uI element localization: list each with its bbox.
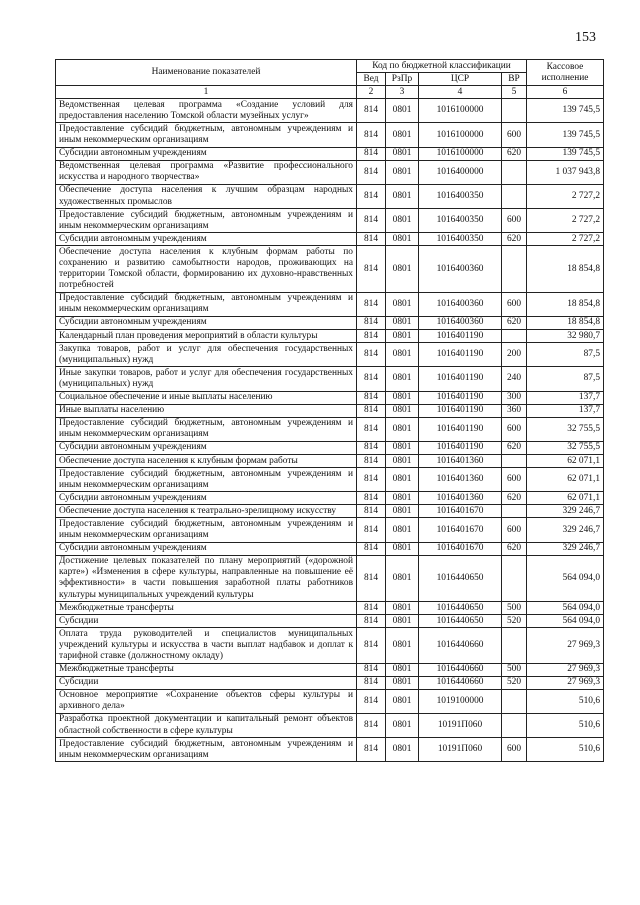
cell-csr: 10191П060	[419, 738, 502, 762]
cell-sum: 564 094,0	[527, 555, 604, 601]
cell-sum: 87,5	[527, 367, 604, 391]
cell-ved: 814	[357, 184, 386, 208]
cell-vr: 500	[502, 663, 527, 676]
table-row	[56, 713, 604, 737]
cell-rzpr: 0801	[386, 404, 419, 417]
cell-name: Иные выплаты населению	[56, 404, 357, 417]
cell-sum: 510,6	[527, 738, 604, 762]
cell-vr: 620	[502, 316, 527, 329]
cell-rzpr: 0801	[386, 555, 419, 601]
cell-ved: 814	[357, 689, 386, 713]
table-row	[56, 292, 604, 316]
cell-vr: 620	[502, 441, 527, 454]
cell-name: Ведомственная целевая программа «Создание условий для предоставления населению Томской области музейных услуг»	[56, 99, 357, 123]
cell-sum: 564 094,0	[527, 602, 604, 615]
cell-csr: 1016401670	[419, 518, 502, 542]
cell-csr: 1016400360	[419, 292, 502, 316]
cell-sum: 27 969,3	[527, 628, 604, 663]
cell-sum: 329 246,7	[527, 518, 604, 542]
cell-name: Обеспечение доступа населения к клубным формам работы по сохранению и развитию самобытности народов, проживающих на территории Томской области, формированию их духовно-нравственных потребностей	[56, 246, 357, 292]
cell-csr: 1016401190	[419, 367, 502, 391]
cell-ved: 814	[357, 468, 386, 492]
cell-csr: 1016401360	[419, 468, 502, 492]
cell-rzpr: 0801	[386, 455, 419, 468]
cell-ved: 814	[357, 518, 386, 542]
cell-name: Субсидии автономным учреждениям	[56, 147, 357, 160]
cell-vr: 520	[502, 615, 527, 628]
cell-vr: 240	[502, 367, 527, 391]
cell-ved: 814	[357, 492, 386, 505]
cell-ved: 814	[357, 738, 386, 762]
cell-rzpr: 0801	[386, 330, 419, 343]
cell-ved: 814	[357, 713, 386, 737]
table-row	[56, 316, 604, 329]
cell-csr: 1016100000	[419, 123, 502, 147]
cell-rzpr: 0801	[386, 160, 419, 184]
cell-sum: 510,6	[527, 689, 604, 713]
cell-vr: 620	[502, 233, 527, 246]
cell-sum: 2 727,2	[527, 209, 604, 233]
header-cash: Кассовое исполнение	[527, 60, 604, 86]
cell-csr: 1016440660	[419, 676, 502, 689]
cell-csr: 1016400000	[419, 160, 502, 184]
cell-ved: 814	[357, 615, 386, 628]
table-row	[56, 663, 604, 676]
cell-sum: 137,7	[527, 391, 604, 404]
cell-name: Межбюджетные трансферты	[56, 663, 357, 676]
cell-csr: 1019100000	[419, 689, 502, 713]
cell-csr: 1016401360	[419, 492, 502, 505]
cell-vr	[502, 330, 527, 343]
cell-rzpr: 0801	[386, 441, 419, 454]
cell-csr: 1016401670	[419, 542, 502, 555]
cell-rzpr: 0801	[386, 542, 419, 555]
cell-ved: 814	[357, 404, 386, 417]
cell-rzpr: 0801	[386, 391, 419, 404]
table-row	[56, 99, 604, 123]
cell-csr: 1016401190	[419, 404, 502, 417]
cell-sum: 510,6	[527, 713, 604, 737]
cell-ved: 814	[357, 316, 386, 329]
cell-ved: 814	[357, 292, 386, 316]
header-num-1: 1	[56, 86, 357, 99]
budget-table	[55, 59, 604, 762]
cell-name: Предоставление субсидий бюджетным, автономным учреждениям и иным некоммерческим организациям	[56, 123, 357, 147]
table-row	[56, 417, 604, 441]
cell-csr: 1016401190	[419, 391, 502, 404]
cell-ved: 814	[357, 246, 386, 292]
cell-ved: 814	[357, 555, 386, 601]
cell-csr: 1016440660	[419, 663, 502, 676]
cell-sum: 564 094,0	[527, 615, 604, 628]
cell-vr: 620	[502, 147, 527, 160]
cell-name: Оплата труда руководителей и специалистов муниципальных учреждений культуры и искусства в части выплат надбавок и доплат к тарифной ставке (должностному окладу)	[56, 628, 357, 663]
cell-csr: 1016100000	[419, 99, 502, 123]
cell-ved: 814	[357, 330, 386, 343]
cell-ved: 814	[357, 391, 386, 404]
cell-csr: 1016401670	[419, 505, 502, 518]
cell-csr: 1016100000	[419, 147, 502, 160]
header-rzpr: РзПр	[386, 73, 419, 86]
cell-name: Ведомственная целевая программа «Развитие профессионального искусства и народного творчества»	[56, 160, 357, 184]
cell-vr: 600	[502, 738, 527, 762]
cell-sum: 18 854,8	[527, 292, 604, 316]
cell-vr	[502, 689, 527, 713]
cell-ved: 814	[357, 663, 386, 676]
cell-name: Межбюджетные трансферты	[56, 602, 357, 615]
header-num-3: 3	[386, 86, 419, 99]
cell-vr: 520	[502, 676, 527, 689]
cell-name: Субсидии	[56, 615, 357, 628]
cell-name: Субсидии автономным учреждениям	[56, 542, 357, 555]
table-row	[56, 455, 604, 468]
cell-ved: 814	[357, 99, 386, 123]
cell-rzpr: 0801	[386, 689, 419, 713]
cell-name: Субсидии автономным учреждениям	[56, 492, 357, 505]
table-row	[56, 689, 604, 713]
cell-ved: 814	[357, 233, 386, 246]
cell-sum: 137,7	[527, 404, 604, 417]
cell-ved: 814	[357, 123, 386, 147]
table-row	[56, 615, 604, 628]
cell-sum: 18 854,8	[527, 316, 604, 329]
cell-ved: 814	[357, 628, 386, 663]
cell-vr: 500	[502, 602, 527, 615]
header-num-6: 6	[527, 86, 604, 99]
table-row	[56, 233, 604, 246]
header-code-group: Код по бюджетной классификации	[357, 60, 527, 73]
cell-sum: 27 969,3	[527, 676, 604, 689]
table-row	[56, 330, 604, 343]
cell-rzpr: 0801	[386, 628, 419, 663]
cell-rzpr: 0801	[386, 663, 419, 676]
cell-sum: 139 745,5	[527, 123, 604, 147]
cell-csr: 10191П060	[419, 713, 502, 737]
table-row	[56, 160, 604, 184]
cell-vr	[502, 184, 527, 208]
table-row	[56, 468, 604, 492]
cell-rzpr: 0801	[386, 246, 419, 292]
cell-rzpr: 0801	[386, 147, 419, 160]
cell-vr	[502, 555, 527, 601]
cell-vr: 620	[502, 542, 527, 555]
cell-sum: 1 037 943,8	[527, 160, 604, 184]
cell-vr: 200	[502, 343, 527, 367]
cell-name: Иные закупки товаров, работ и услуг для обеспечения государственных (муниципальных) нужд	[56, 367, 357, 391]
table-row	[56, 391, 604, 404]
cell-vr	[502, 505, 527, 518]
cell-vr: 600	[502, 468, 527, 492]
table-header	[56, 60, 604, 99]
cell-name: Обеспечение доступа населения к клубным формам работы	[56, 455, 357, 468]
cell-rzpr: 0801	[386, 123, 419, 147]
cell-csr: 1016440650	[419, 602, 502, 615]
cell-name: Основное мероприятие «Сохранение объектов сферы культуры и архивного дела»	[56, 689, 357, 713]
table-row	[56, 628, 604, 663]
cell-rzpr: 0801	[386, 343, 419, 367]
cell-vr: 600	[502, 417, 527, 441]
cell-csr: 1016400350	[419, 233, 502, 246]
cell-vr	[502, 246, 527, 292]
cell-rzpr: 0801	[386, 602, 419, 615]
cell-rzpr: 0801	[386, 209, 419, 233]
table-row	[56, 404, 604, 417]
table-row	[56, 602, 604, 615]
cell-sum: 329 246,7	[527, 542, 604, 555]
cell-rzpr: 0801	[386, 316, 419, 329]
cell-ved: 814	[357, 160, 386, 184]
cell-ved: 814	[357, 147, 386, 160]
cell-name: Предоставление субсидий бюджетным, автономным учреждениям и иным некоммерческим организациям	[56, 738, 357, 762]
table-row	[56, 555, 604, 601]
cell-ved: 814	[357, 367, 386, 391]
cell-vr: 600	[502, 209, 527, 233]
cell-rzpr: 0801	[386, 713, 419, 737]
cell-csr: 1016400350	[419, 209, 502, 233]
cell-rzpr: 0801	[386, 518, 419, 542]
cell-name: Социальное обеспечение и иные выплаты населению	[56, 391, 357, 404]
table-row	[56, 676, 604, 689]
cell-csr: 1016440650	[419, 615, 502, 628]
cell-name: Субсидии автономным учреждениям	[56, 316, 357, 329]
cell-rzpr: 0801	[386, 505, 419, 518]
cell-vr	[502, 628, 527, 663]
page-number: 153	[575, 30, 596, 45]
table-row	[56, 209, 604, 233]
cell-csr: 1016400360	[419, 316, 502, 329]
table-row	[56, 343, 604, 367]
table-row	[56, 518, 604, 542]
cell-name: Субсидии	[56, 676, 357, 689]
cell-rzpr: 0801	[386, 676, 419, 689]
cell-csr: 1016440660	[419, 628, 502, 663]
cell-vr: 300	[502, 391, 527, 404]
cell-name: Предоставление субсидий бюджетным, автономным учреждениям и иным некоммерческим организациям	[56, 468, 357, 492]
cell-sum: 32 755,5	[527, 417, 604, 441]
table-row	[56, 505, 604, 518]
cell-sum: 27 969,3	[527, 663, 604, 676]
table-row	[56, 367, 604, 391]
cell-rzpr: 0801	[386, 615, 419, 628]
cell-rzpr: 0801	[386, 367, 419, 391]
cell-rzpr: 0801	[386, 738, 419, 762]
cell-csr: 1016401360	[419, 455, 502, 468]
header-num-2: 2	[357, 86, 386, 99]
cell-csr: 1016400350	[419, 184, 502, 208]
cell-ved: 814	[357, 542, 386, 555]
cell-rzpr: 0801	[386, 184, 419, 208]
cell-rzpr: 0801	[386, 492, 419, 505]
cell-name: Достижение целевых показателей по плану мероприятий («дорожной карте») «Изменения в сфере культуры, направленные на повышение её эффективности» в части повышения заработной платы работников культуры муниципальных учреждений культуры	[56, 555, 357, 601]
cell-name: Закупка товаров, работ и услуг для обеспечения государственных (муниципальных) нужд	[56, 343, 357, 367]
table-row	[56, 492, 604, 505]
cell-rzpr: 0801	[386, 292, 419, 316]
header-vr: ВР	[502, 73, 527, 86]
cell-name: Предоставление субсидий бюджетным, автономным учреждениям и иным некоммерческим организациям	[56, 292, 357, 316]
header-num-4: 4	[419, 86, 502, 99]
cell-sum: 139 745,5	[527, 99, 604, 123]
table-row	[56, 184, 604, 208]
cell-name: Предоставление субсидий бюджетным, автономным учреждениям и иным некоммерческим организациям	[56, 417, 357, 441]
cell-vr	[502, 455, 527, 468]
cell-name: Предоставление субсидий бюджетным, автономным учреждениям и иным некоммерческим организациям	[56, 209, 357, 233]
header-csr: ЦСР	[419, 73, 502, 86]
header-name: Наименование показателей	[56, 60, 357, 86]
cell-name: Обеспечение доступа населения к лучшим образцам народных художественных промыслов	[56, 184, 357, 208]
cell-ved: 814	[357, 441, 386, 454]
cell-sum: 62 071,1	[527, 492, 604, 505]
cell-vr: 620	[502, 492, 527, 505]
cell-vr: 360	[502, 404, 527, 417]
cell-ved: 814	[357, 209, 386, 233]
cell-ved: 814	[357, 455, 386, 468]
cell-csr: 1016401190	[419, 441, 502, 454]
cell-csr: 1016401190	[419, 417, 502, 441]
header-num-5: 5	[502, 86, 527, 99]
cell-name: Календарный план проведения мероприятий в области культуры	[56, 330, 357, 343]
cell-rzpr: 0801	[386, 417, 419, 441]
cell-sum: 18 854,8	[527, 246, 604, 292]
table-row	[56, 738, 604, 762]
cell-csr: 1016401190	[419, 330, 502, 343]
table-row	[56, 441, 604, 454]
table-body	[56, 99, 604, 762]
cell-vr: 600	[502, 518, 527, 542]
cell-sum: 62 071,1	[527, 468, 604, 492]
cell-sum: 2 727,2	[527, 233, 604, 246]
cell-sum: 2 727,2	[527, 184, 604, 208]
cell-name: Обеспечение доступа населения к театрально-зрелищному искусству	[56, 505, 357, 518]
cell-ved: 814	[357, 505, 386, 518]
cell-csr: 1016440650	[419, 555, 502, 601]
cell-sum: 62 071,1	[527, 455, 604, 468]
table-row	[56, 123, 604, 147]
cell-sum: 329 246,7	[527, 505, 604, 518]
cell-ved: 814	[357, 417, 386, 441]
cell-csr: 1016400360	[419, 246, 502, 292]
cell-vr	[502, 713, 527, 737]
cell-csr: 1016401190	[419, 343, 502, 367]
cell-ved: 814	[357, 676, 386, 689]
cell-rzpr: 0801	[386, 233, 419, 246]
cell-ved: 814	[357, 602, 386, 615]
cell-name: Субсидии автономным учреждениям	[56, 233, 357, 246]
cell-sum: 139 745,5	[527, 147, 604, 160]
cell-name: Предоставление субсидий бюджетным, автономным учреждениям и иным некоммерческим организациям	[56, 518, 357, 542]
cell-vr: 600	[502, 292, 527, 316]
cell-name: Субсидии автономным учреждениям	[56, 441, 357, 454]
cell-sum: 32 755,5	[527, 441, 604, 454]
cell-rzpr: 0801	[386, 468, 419, 492]
cell-vr	[502, 160, 527, 184]
table-row	[56, 147, 604, 160]
table-row	[56, 246, 604, 292]
cell-rzpr: 0801	[386, 99, 419, 123]
cell-sum: 87,5	[527, 343, 604, 367]
header-ved: Вед	[357, 73, 386, 86]
cell-ved: 814	[357, 343, 386, 367]
cell-sum: 32 980,7	[527, 330, 604, 343]
table-row	[56, 542, 604, 555]
cell-name: Разработка проектной документации и капитальный ремонт объектов областной собственности в сфере культуры	[56, 713, 357, 737]
cell-vr: 600	[502, 123, 527, 147]
cell-vr	[502, 99, 527, 123]
